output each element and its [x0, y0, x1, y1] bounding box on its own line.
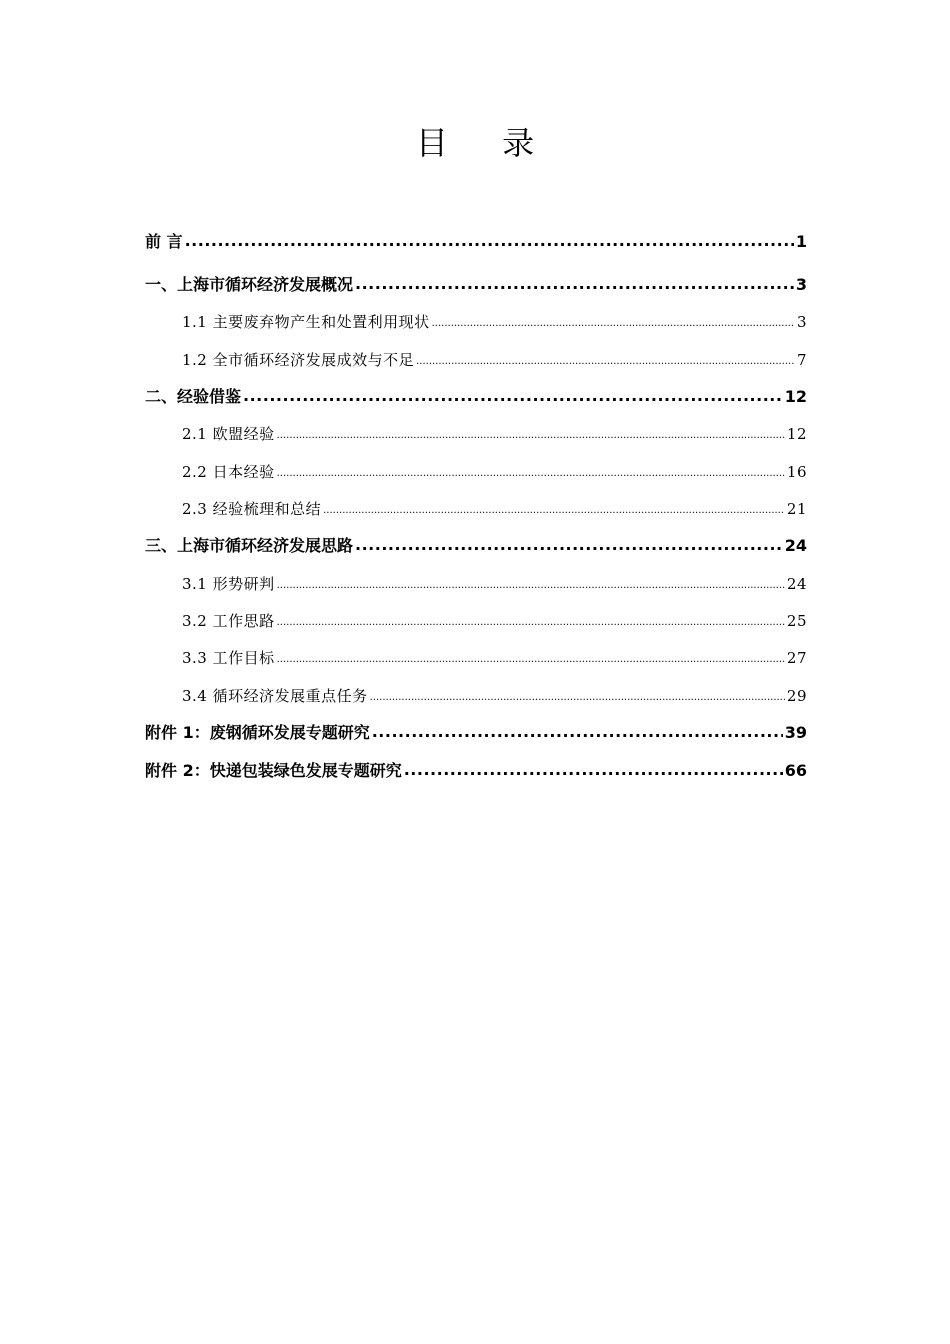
toc-entry[interactable] [145, 648, 807, 671]
toc-entry[interactable] [145, 574, 807, 597]
toc-entry-label: 附件 2：快递包装绿色发展专题研究 [145, 761, 402, 780]
toc-dot-leader [323, 501, 785, 521]
toc-entry-page-number: 3 [795, 275, 807, 294]
toc-entry-page-number: 66 [784, 761, 807, 780]
toc-entry-page-number: 16 [786, 463, 807, 481]
toc-entry-label: 前 言 [145, 232, 183, 251]
toc-entry[interactable] [145, 686, 807, 709]
toc-entry[interactable] [145, 424, 807, 447]
toc-entry-label: 3.1 形势研判 [182, 575, 275, 593]
toc-dot-leader [185, 231, 794, 251]
page-title: 目 录 [415, 124, 557, 162]
toc-entry-label: 2.2 日本经验 [182, 463, 275, 481]
toc-dot-leader [277, 464, 785, 484]
toc-entry-page-number: 12 [786, 425, 807, 443]
toc-entry-page-number: 25 [786, 612, 807, 630]
toc-entry-page-number: 24 [784, 536, 807, 555]
toc-entry-page-number: 29 [786, 687, 807, 705]
toc-dot-leader [277, 576, 785, 596]
toc-dot-leader [372, 722, 783, 742]
toc-dot-leader [416, 352, 795, 372]
toc-dot-leader [243, 386, 783, 406]
toc-entry[interactable] [145, 350, 807, 373]
toc-entry-page-number: 24 [786, 575, 807, 593]
toc-dot-leader [355, 274, 794, 294]
toc-entry[interactable] [145, 536, 807, 556]
toc-entry-label: 三、上海市循环经济发展思路 [145, 536, 354, 555]
toc-entry[interactable] [145, 761, 807, 781]
toc-entry-label: 3.4 循环经济发展重点任务 [182, 687, 368, 705]
toc-entry-label: 一、上海市循环经济发展概况 [145, 275, 354, 294]
toc-dot-leader [432, 314, 795, 334]
toc-entry[interactable] [145, 275, 807, 295]
toc-entry[interactable] [145, 312, 807, 335]
toc-dot-leader [277, 613, 785, 633]
toc-dot-leader [277, 650, 785, 670]
toc-entry[interactable] [145, 462, 807, 485]
toc-entry-label: 3.3 工作目标 [182, 649, 275, 667]
toc-entry-label: 3.2 工作思路 [182, 612, 275, 630]
toc-entry-label: 二、经验借鉴 [145, 387, 242, 406]
toc-entry-page-number: 1 [795, 232, 807, 251]
toc-entry-label: 1.1 主要废弃物产生和处置利用现状 [182, 313, 430, 331]
toc-entry-label: 2.3 经验梳理和总结 [182, 500, 322, 518]
toc-entry-label: 附件 1：废钢循环发展专题研究 [145, 723, 370, 742]
toc-dot-leader [355, 535, 783, 555]
toc-entry-label: 1.2 全市循环经济发展成效与不足 [182, 351, 415, 369]
toc-entry[interactable] [145, 232, 807, 252]
toc-entry-label: 2.1 欧盟经验 [182, 425, 275, 443]
toc-entry[interactable] [145, 611, 807, 634]
toc-entry-page-number: 12 [784, 387, 807, 406]
toc-entry-page-number: 27 [786, 649, 807, 667]
toc-dot-leader [404, 760, 783, 780]
toc-dot-leader [370, 688, 785, 708]
toc-entry[interactable] [145, 723, 807, 743]
toc-entry-page-number: 39 [784, 723, 807, 742]
toc-dot-leader [277, 426, 785, 446]
toc-entry[interactable] [145, 499, 807, 522]
toc-entry-page-number: 3 [796, 313, 807, 331]
toc-entry-page-number: 21 [786, 500, 807, 518]
toc-entry[interactable] [145, 387, 807, 407]
toc-entry-page-number: 7 [796, 351, 807, 369]
